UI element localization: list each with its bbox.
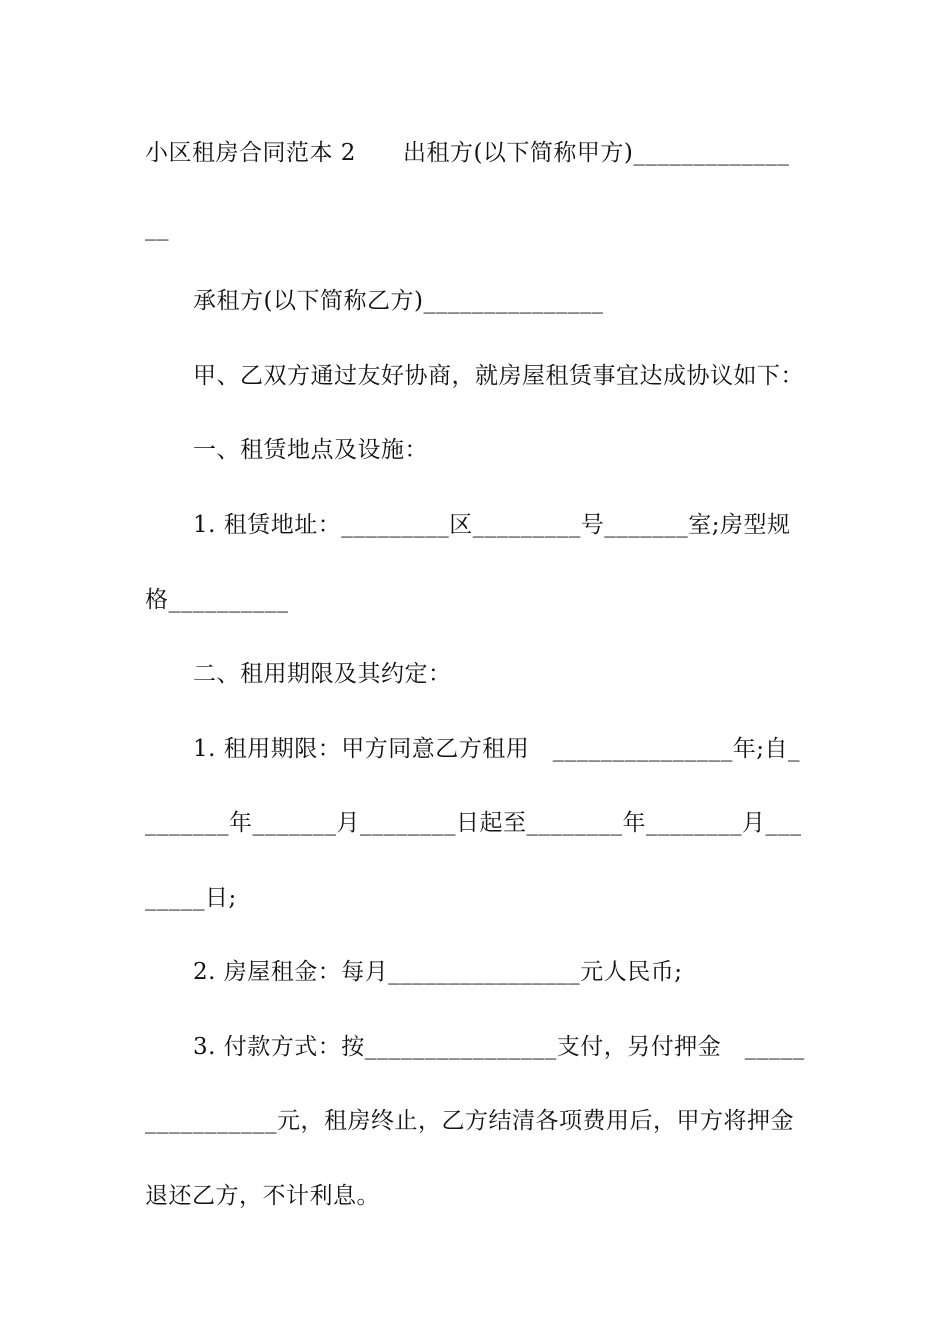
clause-payment-deposit: ___________元，租房终止，乙方结清各项费用后，甲方将押金: [145, 1108, 794, 1134]
lessor-blank-continuation: __: [145, 215, 169, 241]
clause-term-dates: _______年_______月________日起至________年________月___: [145, 810, 802, 836]
section-heading-term: 二、租用期限及其约定：: [193, 661, 452, 687]
clause-term-end: _____日;: [145, 885, 237, 911]
title-and-lessor-line: 小区租房合同范本 2 出租方(以下简称甲方)_____________: [145, 140, 790, 166]
clause-term: 1. 租用期限：甲方同意乙方租用 _______________年;自_: [193, 736, 801, 762]
section-heading-location: 一、租赁地点及设施：: [193, 437, 428, 463]
clause-payment: 3. 付款方式：按________________支付，另付押金 _____: [193, 1034, 805, 1060]
lessee-line: 承租方(以下简称乙方)_______________: [193, 288, 604, 314]
clause-rent: 2. 房屋租金：每月________________元人民币;: [193, 959, 683, 985]
clause-payment-refund: 退还乙方，不计利息。: [145, 1183, 380, 1209]
clause-address-continuation: 格__________: [145, 587, 289, 613]
agreement-intro: 甲、乙双方通过友好协商，就房屋租赁事宜达成协议如下：: [193, 363, 804, 389]
clause-address: 1. 租赁地址：_________区_________号_______室;房型规: [193, 512, 791, 538]
